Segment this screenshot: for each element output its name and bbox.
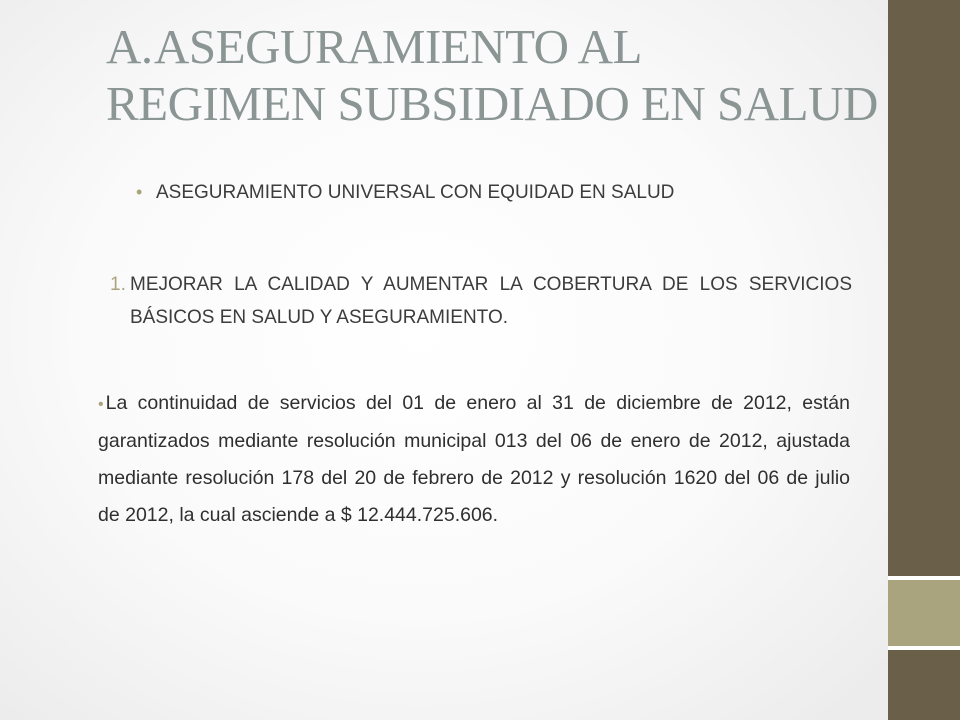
bullet-item [136,182,856,204]
decorative-sidebar [888,0,960,720]
body-paragraph [98,385,850,534]
numbered-item [110,268,852,334]
sidebar-block-top [888,0,960,576]
title-line-1 [106,18,876,75]
sidebar-block-accent [888,580,960,646]
numbered-marker: 1. [110,274,126,295]
bullet-icon: • [98,396,104,413]
bullet-icon: • [136,182,143,202]
numbered-text: MEJORAR LA CALIDAD Y AUMENTAR LA COBERTURA DE LOS SERVICIOS BÁSICOS EN SALUD Y ASEGURAMIENTO. [130,274,852,328]
title-line-2: REGIMEN SUBSIDIADO EN SALUD [106,76,878,131]
title-prefix: A. [106,19,153,74]
bullet-text: ASEGURAMIENTO UNIVERSAL CON EQUIDAD EN SALUD [156,182,675,203]
paragraph-text: La continuidad de servicios del 01 de enero al 31 de diciembre de 2012, están garantizados mediante resolución municipal 013 del 06 de enero de 2012, ajustada mediante resolución 178 del 20 de febrero de 2012 y resolución 1620 del 06 de julio de 2012, la cual asciende a $ 12.444.725.606. [98,392,850,526]
sidebar-block-bottom [888,650,960,720]
slide-title [106,18,876,132]
title-line-1-text: ASEGURAMIENTO AL [154,19,642,74]
